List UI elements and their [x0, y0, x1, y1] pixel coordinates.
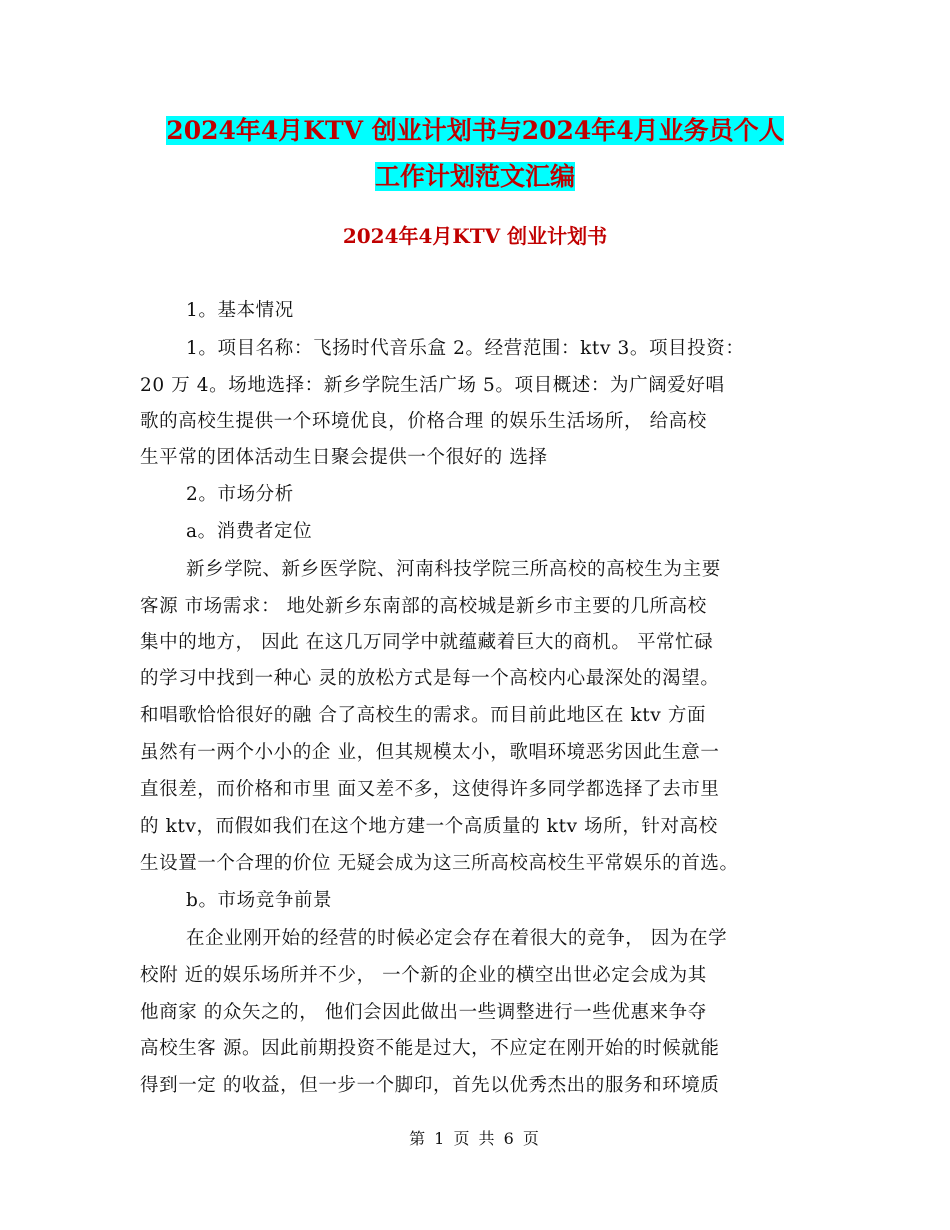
body-line: 得到一定 的收益，但一步一个脚印，首先以优秀杰出的服务和环境质 [140, 1075, 720, 1096]
body-line: 新乡学院、新乡医学院、河南科技学院三所高校的高校生为主要 [186, 559, 721, 580]
body-line: 和唱歌恰恰很好的融 合了高校生的需求。而目前此地区在 ktv 方面 [140, 705, 707, 726]
body-line: 2。市场分析 [186, 484, 294, 505]
body-line: 1。项目名称：飞扬时代音乐盒 2。经营范围：ktv 3。项目投资： [186, 338, 745, 359]
section-title: 2024年4月KTV 创业计划书 [342, 224, 608, 248]
document-title-line-1: 2024年4月KTV 创业计划书与2024年4月业务员个人 [166, 116, 784, 145]
body-line: 高校生客 源。因此前期投资不能是过大，不应定在刚开始的时候就能 [140, 1038, 720, 1059]
body-line: 直很差，而价格和市里 面又差不多，这使得许多同学都选择了去市里 [140, 779, 720, 800]
body-line: 在企业刚开始的经营的时候必定会存在着很大的竞争， 因为在学 [186, 928, 728, 949]
document-title-line-2: 工作计划范文汇编 [374, 162, 575, 191]
body-line: 他商家 的众矢之的， 他们会因此做出一些调整进行一些优惠来争夺 [140, 1002, 707, 1023]
body-line: 生设置一个合理的价位 无疑会成为这三所高校高校生平常娱乐的首选。 [140, 853, 739, 874]
body-line: 1。基本情况 [186, 300, 294, 321]
body-line: 的学习中找到一种心 灵的放松方式是每一个高校内心最深处的渴望。 [140, 668, 720, 689]
body-line: 歌的高校生提供一个环境优良，价格合理 的娱乐生活场所， 给高校 [140, 411, 707, 432]
body-line: b。市场竞争前景 [186, 890, 333, 911]
body-line: 集中的地方， 因此 在这几万同学中就蕴藏着巨大的商机。 平常忙碌 [140, 632, 714, 653]
body-line: 虽然有一两个小小的企 业，但其规模太小，歌唱环境恶劣因此生意一 [140, 742, 720, 763]
body-line: 20 万 4。场地选择：新乡学院生活广场 5。项目概述：为广阔爱好唱 [140, 375, 725, 396]
body-line: 的 ktv，而假如我们在这个地方建一个高质量的 ktv 场所，针对高校 [140, 816, 718, 837]
page-footer: 第 1 页 共 6 页 [409, 1129, 541, 1148]
body-line: 校附 近的娱乐场所并不少， 一个新的企业的横空出世必定会成为其 [140, 965, 707, 986]
body-line: a。消费者定位 [186, 521, 313, 542]
body-line: 客源 市场需求： 地处新乡东南部的高校城是新乡市主要的几所高校 [140, 596, 707, 617]
body-line: 生平常的团体活动生日聚会提供一个很好的 选择 [140, 447, 548, 468]
